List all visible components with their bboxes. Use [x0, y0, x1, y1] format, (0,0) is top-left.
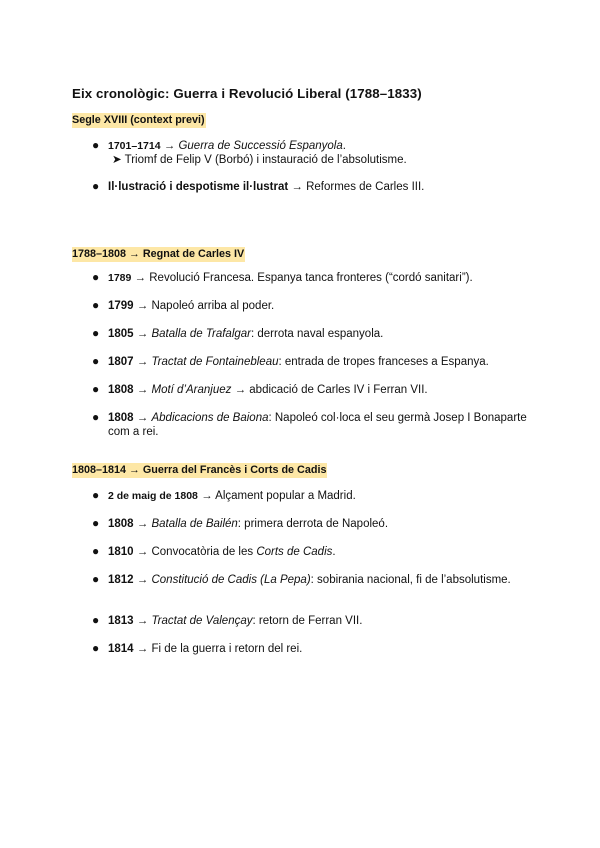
item-arrow: →	[131, 272, 150, 284]
bullet-icon: ●	[92, 382, 100, 396]
item-year: 1808	[108, 384, 134, 396]
bullet-icon: ●	[92, 641, 100, 655]
document-title: Eix cronològic: Guerra i Revolució Liberal (1788–1833)	[72, 86, 422, 101]
item-arrow: →	[133, 518, 152, 530]
bullet-icon: ●	[92, 298, 100, 312]
item-text: : primera derrota de Napoleó.	[237, 518, 389, 530]
bullet-icon: ●	[92, 410, 100, 424]
item-year: 1813	[108, 615, 134, 627]
item-text: Alçament popular a Madrid.	[215, 490, 356, 502]
bullet-icon: ●	[92, 516, 100, 530]
bullet-icon: ●	[92, 488, 100, 502]
item-text-end: .	[332, 546, 336, 558]
item-italic: Guerra de Successió Espanyola	[178, 140, 343, 152]
item-arrow: →	[133, 412, 152, 424]
item-year: 1808	[108, 412, 134, 424]
item-text: Reformes de Carles III.	[306, 181, 425, 193]
bullet-icon: ●	[92, 613, 100, 627]
item-text: : Napoleó col·loca el seu germà Josep I Bonaparte com a rei.	[108, 412, 527, 438]
item-italic: Motí d’Aranjuez	[151, 384, 232, 396]
bullet-icon: ●	[92, 326, 100, 340]
item-text: Napoleó arriba al poder.	[151, 300, 275, 312]
bullet-icon: ●	[92, 354, 100, 368]
item-text: Revolució Francesa. Espanya tanca fronteres (“cordó sanitari”).	[149, 272, 473, 284]
bullet-icon: ●	[92, 572, 100, 586]
item-year: Il·lustració i despotisme il·lustrat	[108, 181, 289, 193]
item-arrow: →	[160, 140, 179, 152]
item-year: 1810	[108, 546, 134, 558]
item-text: Fi de la guerra i retorn del rei.	[151, 643, 303, 655]
item-text: : derrota naval espanyola.	[251, 328, 384, 340]
item-italic: Batalla de Trafalgar	[151, 328, 251, 340]
item-text: .	[342, 140, 346, 152]
item-arrow: →	[133, 384, 152, 396]
bullet-icon: ●	[92, 138, 100, 152]
item-arrow: →	[133, 615, 152, 627]
item-arrow: →	[133, 300, 152, 312]
item-year: 1799	[108, 300, 134, 312]
section-heading-guerra-del-frances: 1808–1814 → Guerra del Francès i Corts de Cadis	[72, 464, 327, 476]
item-arrow: →	[133, 356, 152, 368]
item-arrow: →	[288, 181, 307, 193]
item-year: 1701–1714	[108, 140, 161, 152]
item-italic: Tractat de Valençay	[151, 615, 253, 627]
item-year: 2 de maig de 1808	[108, 490, 198, 502]
item-text: : entrada de tropes franceses a Espanya.	[278, 356, 489, 368]
item-italic: Batalla de Bailén	[151, 518, 238, 530]
item-arrow: →	[197, 490, 216, 502]
bullet-icon: ●	[92, 270, 100, 284]
item-arrow: →	[133, 643, 152, 655]
section-heading-segle-xviii: Segle XVIII (context previ)	[72, 114, 205, 126]
item-arrow: →	[133, 546, 152, 558]
item-year: 1808	[108, 518, 134, 530]
item-italic: Abdicacions de Baiona	[151, 412, 269, 424]
bullet-icon: ●	[92, 179, 100, 193]
item-italic: Tractat de Fontainebleau	[151, 356, 279, 368]
item-arrow: →	[133, 328, 152, 340]
item-year: 1789	[108, 272, 132, 284]
item-italic: Constitució de Cadis (La Pepa)	[151, 574, 311, 586]
item-italic: Corts de Cadis	[256, 546, 333, 558]
section-heading-carles-iv: 1788–1808 → Regnat de Carles IV	[72, 248, 245, 260]
item-arrow: →	[133, 574, 152, 586]
item-year: 1807	[108, 356, 134, 368]
item-year: 1805	[108, 328, 134, 340]
item-text: : retorn de Ferran VII.	[252, 615, 363, 627]
bullet-icon: ●	[92, 544, 100, 558]
item-text: Convocatòria de les	[151, 546, 257, 558]
item-year: 1812	[108, 574, 134, 586]
item-text: → abdicació de Carles IV i Ferran VII.	[231, 384, 428, 396]
item-year: 1814	[108, 643, 134, 655]
item-subpoint: ➤ Triomf de Felip V (Borbó) i instauració de l’absolutisme.	[112, 154, 407, 166]
item-text: : sobirania nacional, fi de l’absolutisme.	[310, 574, 511, 586]
